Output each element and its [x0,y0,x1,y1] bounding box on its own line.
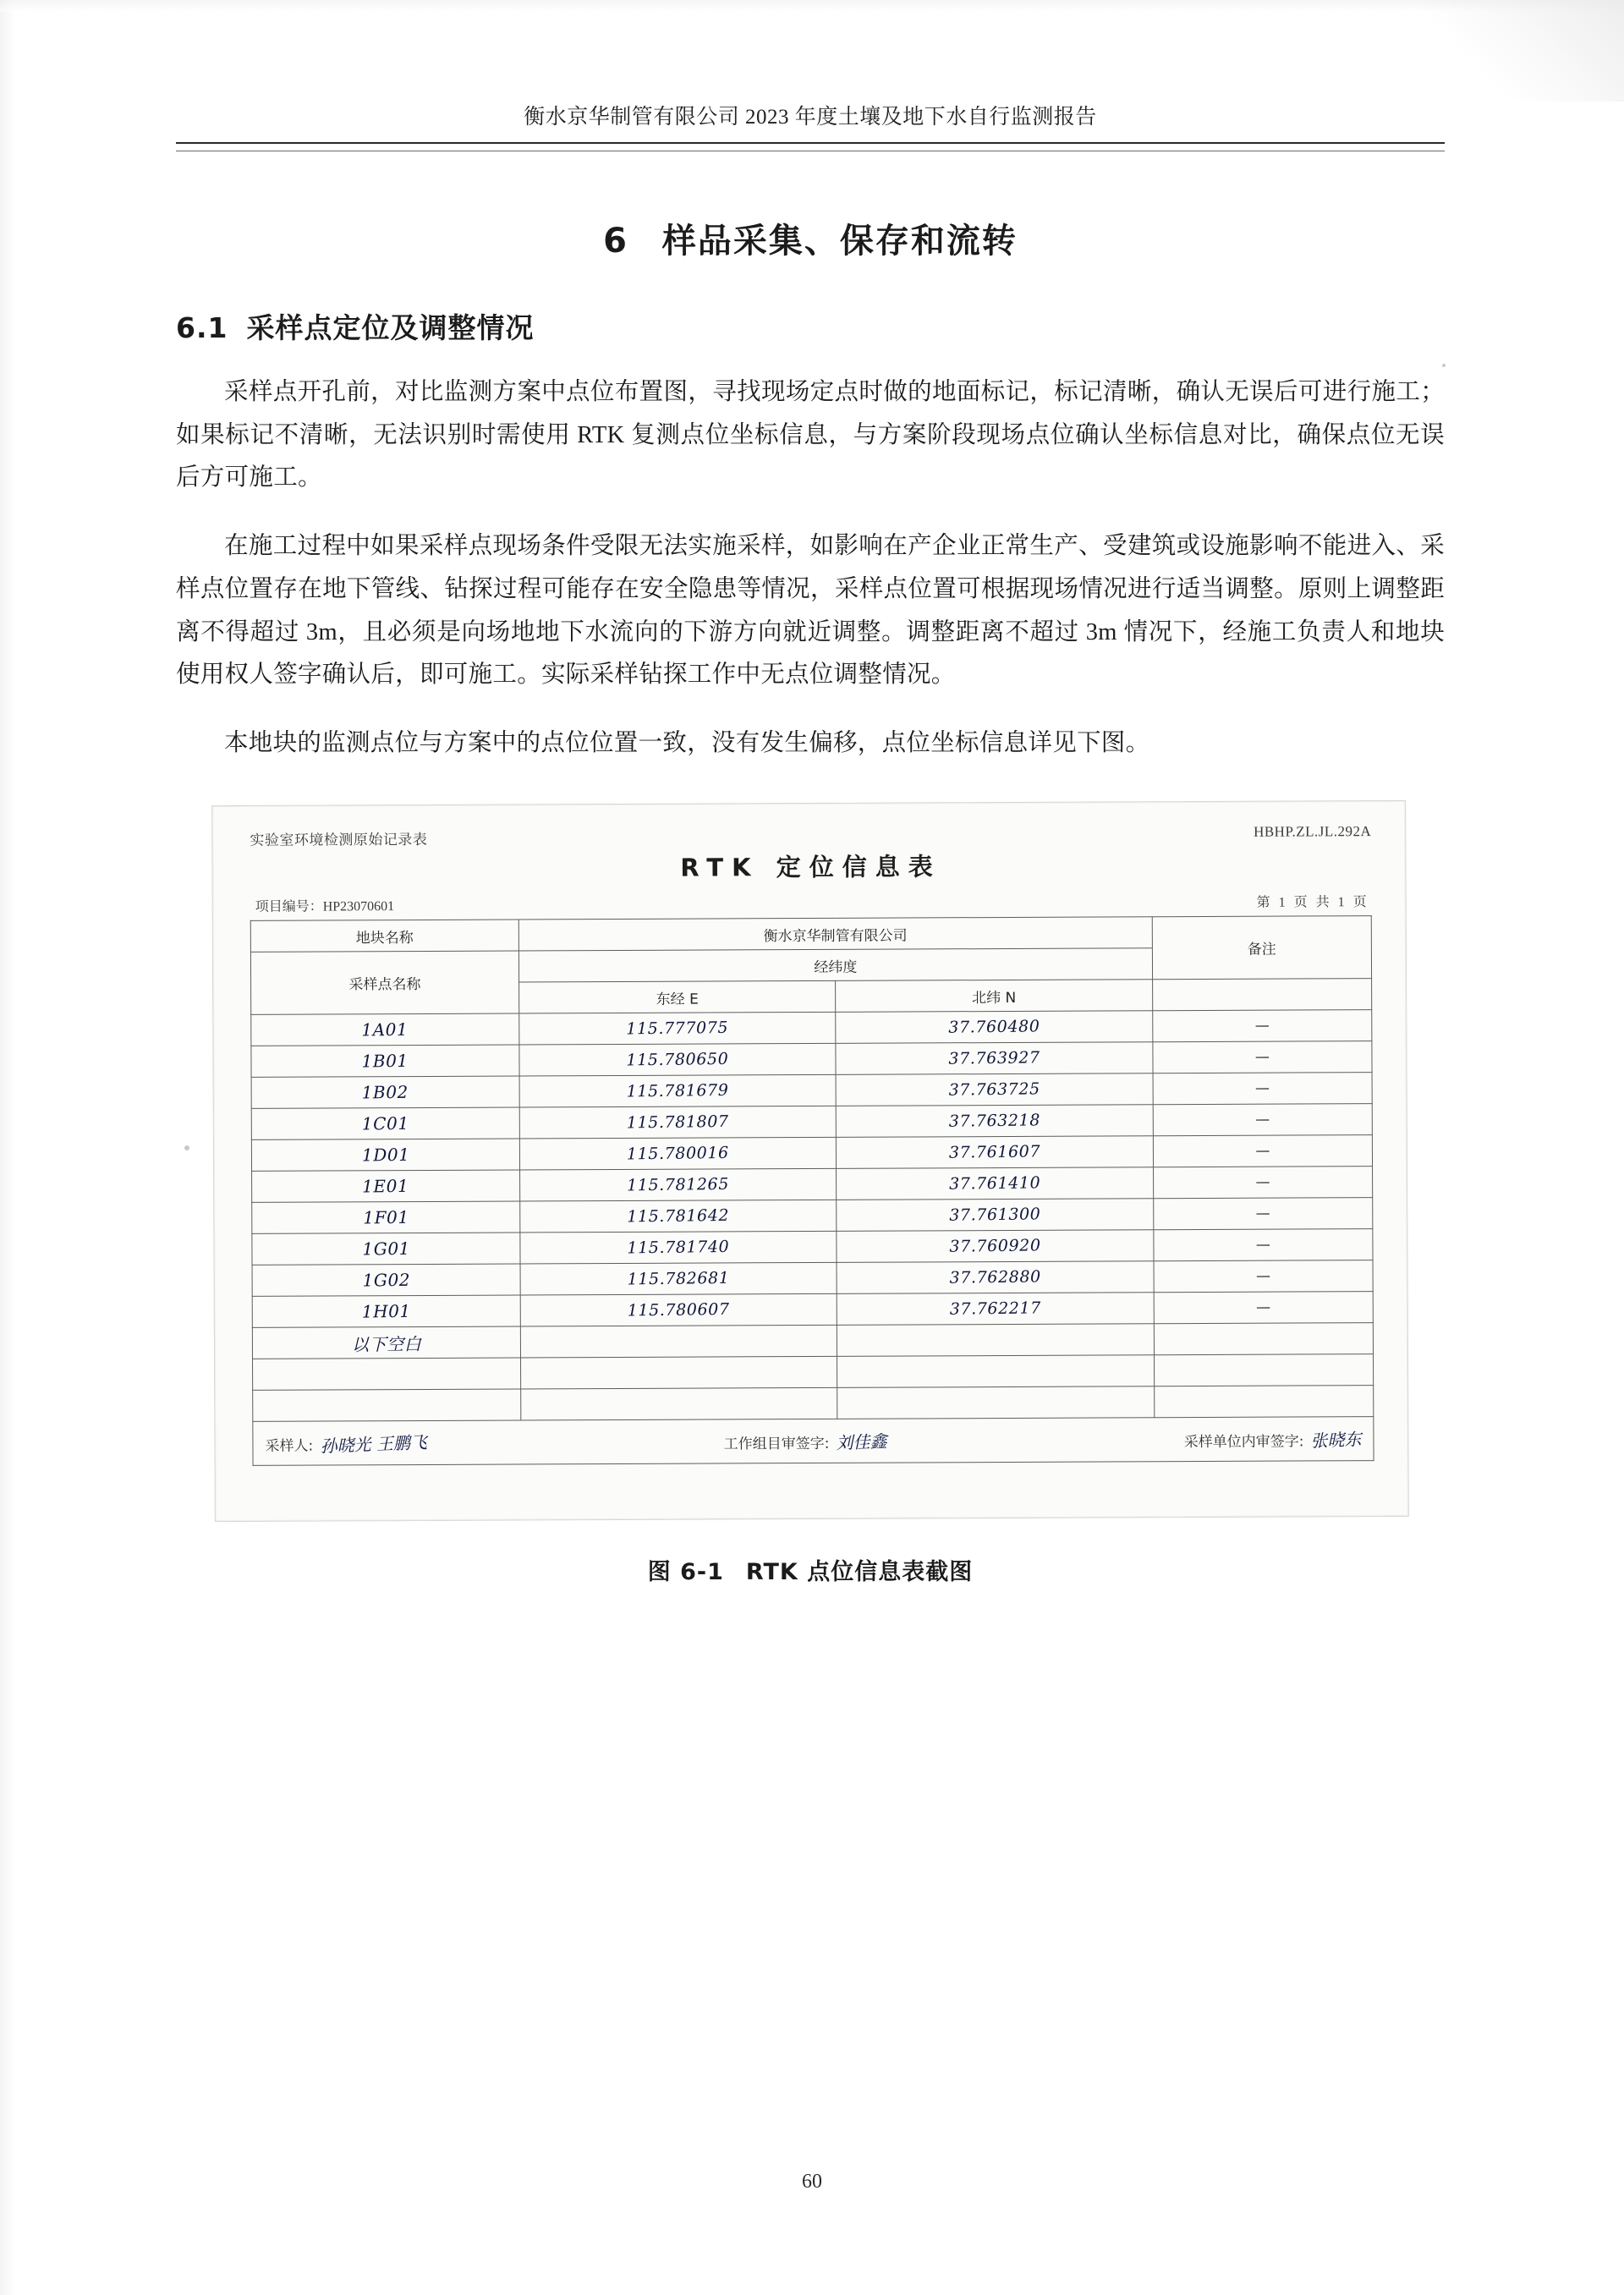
form-sampler-label: 采样人: [265,1437,314,1455]
value-east: 115.781265 [627,1174,730,1195]
form-reviewer-signature: 刘佳鑫 [836,1430,887,1453]
cell-north [837,1323,1155,1356]
form-top-row [250,823,1371,849]
cell-east [520,1200,837,1233]
form-project-no-label: 项目编号： [255,899,323,914]
value-north: 37.761607 [948,1142,1041,1162]
cell-north [837,1167,1154,1200]
cell-point [251,1013,519,1046]
page-number: 60 [802,2171,822,2193]
cell-east [519,1074,837,1107]
table-row [253,1353,1374,1390]
form-page-value: 1 [1278,895,1286,910]
figure-caption-text: RTK 点位信息表截图 [745,1558,974,1585]
table-row [251,1009,1372,1046]
cell-remark [1154,1353,1373,1386]
cell-north [837,1292,1154,1325]
form-sub-row [250,891,1372,915]
cell-remark: — [1153,1040,1372,1073]
cell-east [519,1012,837,1045]
table-row [252,1291,1373,1327]
value-point: 1H01 [361,1300,411,1322]
value-point: 1B01 [361,1050,409,1072]
value-north: 37.762217 [949,1298,1041,1319]
form-unit-signature: 张晓东 [1310,1428,1362,1452]
paragraph-1: 采样点开孔前，对比监测方案中点位布置图，寻找现场定点时做的地面标记，标记清晰，确认无误后可进行施工；如果标记不清晰，无法识别时需使用 RTK 复测点位坐标信息，与方案阶段现场点位确认坐标信息对比，确保点位无误后方可施工。 [176,379,1445,491]
form-unit-reviewer [1184,1426,1362,1452]
table-row [251,1103,1372,1139]
form-unit-label: 采样单位内审签字: [1183,1433,1304,1451]
paragraph-2: 在施工过程中如果采样点现场条件受限无法实施采样，如影响在产企业正常生产、受建筑或设施影响不能进入、采样点位置存在地下管线、钻探过程可能存在安全隐患等情况，采样点位置可根据现场情况进行适当调整。原则上调整距离不得超过 3m，且必须是向场地地下水流向的下游方向就近调整。调整距离不超过 3m 情况下，经施工负责人和地块使用权人签字确认后，即可施工。实际采样钻探工作中无点位调整情况。 [176,533,1445,689]
cell-north [836,1073,1153,1106]
form-sampler-signature: 孙晓光 王鹏飞 [319,1431,428,1457]
cell-sample-point-header: 采样点名称 [250,951,518,1014]
running-header [176,0,1445,151]
running-header-title: 衡水京华制管有限公司 2023 年度土壤及地下水自行监测报告 [524,106,1097,129]
chapter-number: 6 [603,222,628,261]
table-row [251,1040,1372,1077]
chapter-heading [176,214,1445,262]
cell-north [837,1386,1155,1419]
figure-rtk-form [176,803,1445,1519]
value-north: 37.760480 [948,1017,1040,1037]
cell-coords-header: 经纬度 [518,947,1152,981]
cell-point [251,1076,519,1108]
table-row [252,1260,1373,1296]
cell-point [251,1139,519,1171]
form-page-info [1252,891,1367,911]
value-point: 1E01 [362,1175,409,1197]
cell-remark [1154,1385,1373,1417]
value-north: 37.763927 [948,1048,1040,1068]
form-project-no [255,895,395,915]
cell-point [252,1201,520,1233]
cell-point [252,1295,520,1327]
cell-east [519,1043,837,1076]
table-row [253,1385,1374,1421]
cell-remark: — [1153,1103,1372,1135]
cell-remark: — [1153,1197,1372,1229]
scanned-form-body [212,801,1408,1521]
table-row [251,1072,1372,1108]
cell-north [837,1104,1154,1137]
value-east: 115.781679 [626,1080,729,1101]
value-north: 37.762880 [949,1267,1041,1288]
value-east: 115.780650 [626,1049,729,1070]
form-total-value: 1 [1337,894,1345,910]
table-row [251,1134,1372,1171]
scan-edge-shadow-left [0,0,15,2295]
value-point: 1G01 [361,1238,410,1260]
cell-point [252,1170,520,1202]
cell-point [252,1264,520,1296]
cell-remark: — [1153,1072,1372,1104]
value-east: 115.781740 [627,1237,730,1258]
value-point: 1A01 [361,1018,409,1040]
cell-north-header: 北纬 N [836,979,1153,1012]
value-north: 37.760920 [949,1236,1041,1256]
cell-east [520,1356,837,1389]
cell-east [520,1262,837,1295]
cell-remark: — [1154,1228,1373,1260]
table-row [252,1166,1373,1202]
cell-east-header: 东经 E [518,980,836,1013]
table-row [252,1228,1373,1265]
cell-point [253,1389,521,1421]
cell-remark: — [1154,1260,1373,1292]
cell-north [837,1260,1154,1293]
cell-point [252,1326,520,1359]
cell-north [837,1198,1154,1231]
cell-east [520,1231,837,1264]
value-north: 37.763725 [948,1079,1040,1100]
form-doc-code: HBHP.ZL.JL.292A [1253,822,1372,840]
value-north: 37.761300 [949,1205,1041,1225]
cell-point [251,1045,519,1077]
page-content [176,0,1445,1586]
cell-remark: — [1153,1134,1372,1167]
value-north: 37.761410 [948,1173,1041,1194]
cell-north [837,1229,1154,1262]
cell-point [253,1358,521,1390]
form-reviewer-label: 工作组目审签字: [723,1435,830,1453]
form-signature-row [252,1417,1374,1466]
table-row [252,1197,1373,1233]
value-point: 1F01 [362,1206,409,1228]
value-point: 1D01 [361,1144,410,1166]
value-north: 37.763218 [948,1111,1041,1131]
cell-north [836,1041,1153,1074]
paragraph-3: 本地块的监测点位与方案中的点位位置一致，没有发生偏移，点位坐标信息详见下图。 [224,730,1150,757]
form-lab-label: 实验室环境检测原始记录表 [250,831,428,848]
cell-east [519,1168,837,1201]
value-east: 115.780607 [627,1299,730,1320]
scanned-form-image [211,800,1409,1522]
table-row-block-name [250,915,1371,952]
rtk-table [250,915,1374,1422]
cell-east [521,1387,838,1420]
cell-remark [1154,1322,1373,1354]
value-east: 115.780016 [626,1143,730,1164]
value-east: 115.777075 [626,1018,729,1039]
section-number: 6.1 [176,311,228,344]
cell-east [519,1106,837,1139]
form-title: RTK 定位信息表 [680,852,941,882]
value-east: 115.781642 [627,1205,730,1227]
cell-block-name-label: 地块名称 [250,920,518,952]
form-page-unit-1: 页 [1293,895,1308,910]
section-heading [176,306,1445,346]
form-reviewer [724,1428,887,1453]
value-east: 115.781807 [626,1112,729,1133]
cell-block-name-value: 衡水京华制管有限公司 [518,916,1152,950]
cell-remark-header-2 [1152,978,1371,1010]
figure-caption-number: 图 6-1 [647,1558,724,1585]
cell-east [520,1293,837,1326]
cell-remark: — [1153,1166,1372,1198]
section-title: 采样点定位及调整情况 [246,311,535,344]
cell-east [519,1137,837,1170]
cell-north [837,1354,1155,1387]
cell-east [520,1325,837,1358]
chapter-title: 样品采集、保存和流转 [661,222,1018,261]
cell-north [836,1010,1153,1043]
header-rule-thick [176,142,1445,144]
cell-remark: — [1152,1009,1371,1041]
form-sampler [265,1430,426,1456]
cell-remark: — [1154,1291,1373,1323]
value-point: 1C01 [361,1112,409,1134]
form-page-label: 第 [1256,895,1270,910]
cell-north [837,1135,1154,1168]
table-row [252,1322,1373,1359]
form-total-label: 共 [1315,895,1330,910]
value-point: 1B02 [361,1081,409,1103]
cell-point [251,1107,519,1139]
form-page-unit-2: 页 [1352,894,1367,909]
cell-remark-header: 备注 [1152,915,1372,979]
figure-caption [176,1553,1445,1586]
form-project-no-value: HP23070601 [322,898,395,914]
value-east: 115.782681 [627,1268,730,1289]
value-point: 以下空白 [351,1332,422,1354]
value-point: 1G02 [362,1269,410,1291]
cell-point [252,1233,520,1265]
